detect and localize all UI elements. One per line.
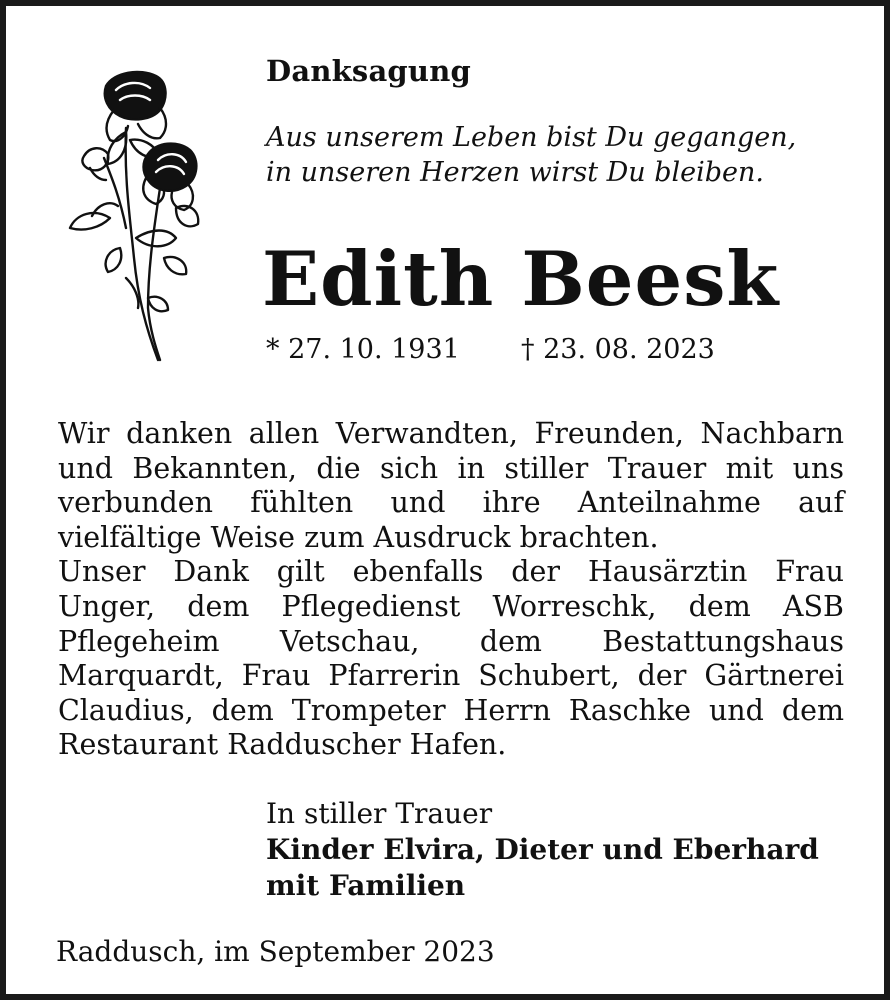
death-date: † 23. 08. 2023: [521, 334, 715, 365]
notice-heading: Danksagung: [266, 54, 471, 88]
mourning-intro: In stiller Trauer: [266, 797, 493, 830]
epitaph-quote: [266, 120, 796, 190]
text-line: Pflegeheim Vetschau, dem Bestattungshaus: [58, 624, 844, 658]
deceased-name: Edith Beesk: [262, 235, 780, 323]
text-line: vielfältige Weise zum Ausdruck brachten.: [58, 520, 659, 554]
text-line: Marquardt, Frau Pfarrerin Schubert, der Gärtnerei: [58, 659, 844, 693]
text-line: Unger, dem Pflegedienst Worreschk, dem ASB: [58, 589, 844, 623]
text-line: Restaurant Radduscher Hafen.: [58, 728, 507, 762]
rose-icon: [64, 68, 214, 368]
quote-line: Aus unserem Leben bist Du gegangen,: [266, 122, 797, 153]
mourners-families: mit Familien: [266, 869, 466, 902]
text-line: verbunden fühlten und ihre Anteilnahme auf: [58, 486, 844, 520]
text-line: und Bekannten, die sich in stiller Trauer mit uns: [58, 451, 844, 485]
birth-date: * 27. 10. 1931: [266, 334, 460, 365]
text-line: Unser Dank gilt ebenfalls der Hausärztin Frau: [58, 555, 844, 589]
place-and-date: Raddusch, im September 2023: [56, 935, 495, 968]
thanks-text: [58, 417, 844, 763]
quote-line: in unseren Herzen wirst Du bleiben.: [266, 157, 765, 188]
text-line: Claudius, dem Trompeter Herrn Raschke und dem: [58, 693, 844, 727]
mourners-names: Kinder Elvira, Dieter und Eberhard: [266, 833, 819, 866]
mourners-block: [266, 796, 819, 904]
text-line: Wir danken allen Verwandten, Freunden, Nachbarn: [58, 417, 844, 450]
